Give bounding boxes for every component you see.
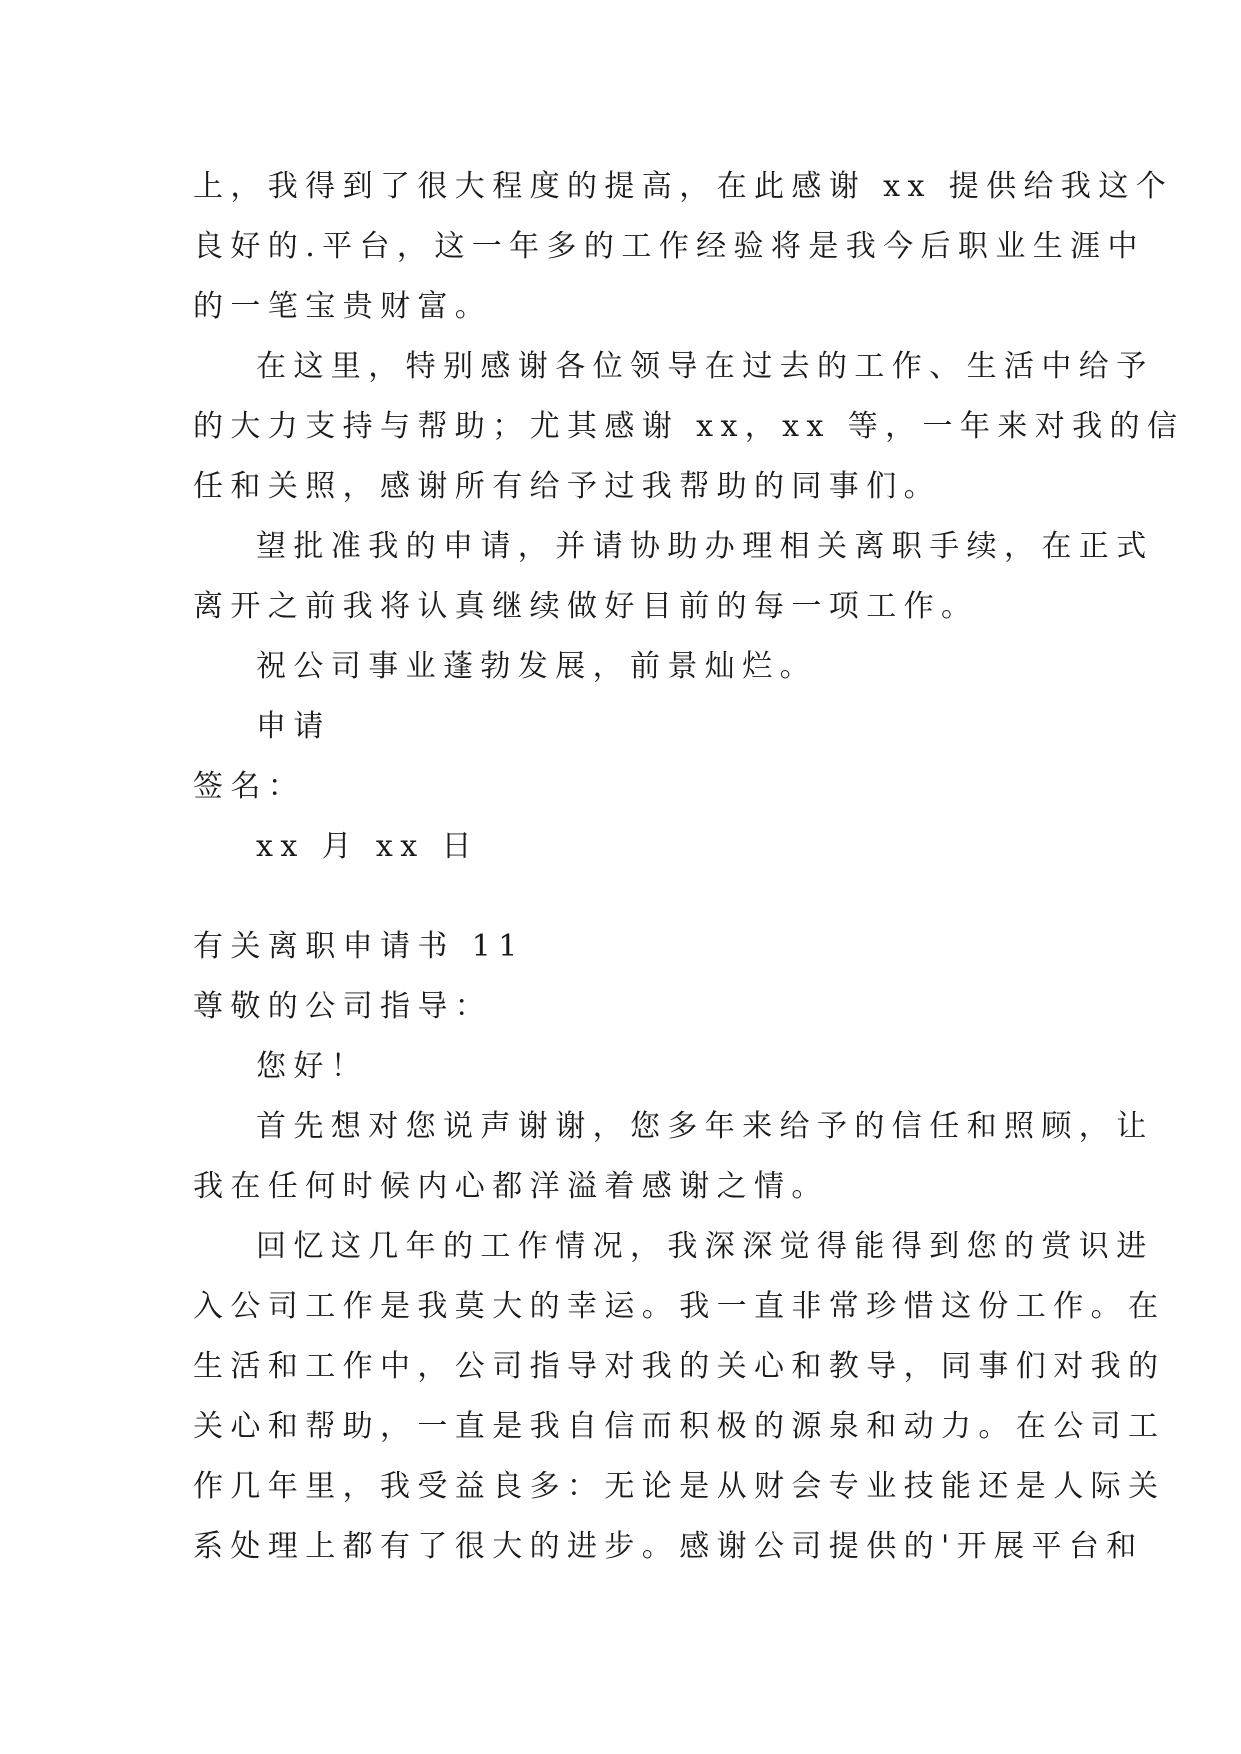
- text-line: 我在任何时候内心都洋溢着感谢之情。: [193, 1169, 829, 1204]
- text-line: 首先想对您说声谢谢，您多年来给予的信任和照顾，让: [256, 1109, 1154, 1144]
- text-line: 离开之前我将认真继续做好目前的每一项工作。: [193, 589, 979, 624]
- text-line: 关心和帮助，一直是我自信而积极的源泉和动力。在公司工: [193, 1409, 1166, 1444]
- text-line: 望批准我的申请，并请协助办理相关离职手续，在正式: [256, 529, 1154, 564]
- text-line: 回忆这几年的工作情况，我深深觉得能得到您的赏识进: [256, 1229, 1154, 1264]
- text-line: 入公司工作是我莫大的幸运。我一直非常珍惜这份工作。在: [193, 1289, 1166, 1324]
- text-line: 的一笔宝贵财富。: [193, 289, 493, 324]
- text-line: 良好的.平台，这一年多的工作经验将是我今后职业生涯中: [193, 229, 1145, 264]
- text-line: 作几年里，我受益良多：无论是从财会专业技能还是人际关: [193, 1469, 1166, 1504]
- letter-title: 有关离职申请书 11: [193, 929, 525, 964]
- greeting: 您好！: [256, 1049, 369, 1084]
- text-line: 生活和工作中，公司指导对我的关心和教导，同事们对我的: [193, 1349, 1166, 1384]
- date-line: xx 月 xx 日: [256, 829, 479, 864]
- signature-label: 签名：: [193, 769, 306, 804]
- apply-label: 申请: [256, 709, 331, 744]
- closing-wish: 祝公司事业蓬勃发展，前景灿烂。: [256, 649, 817, 684]
- text-line: 系处理上都有了很大的进步。感谢公司提供的'开展平台和: [193, 1529, 1144, 1564]
- text-line: 任和关照，感谢所有给予过我帮助的同事们。: [193, 469, 941, 504]
- text-line: 的大力支持与帮助；尤其感谢 xx，xx 等，一年来对我的信: [193, 409, 1185, 444]
- text-line: 在这里，特别感谢各位领导在过去的工作、生活中给予: [256, 349, 1154, 384]
- salutation: 尊敬的公司指导：: [193, 989, 493, 1024]
- text-line: 上，我得到了很大程度的提高，在此感谢 xx 提供给我这个: [193, 169, 1174, 204]
